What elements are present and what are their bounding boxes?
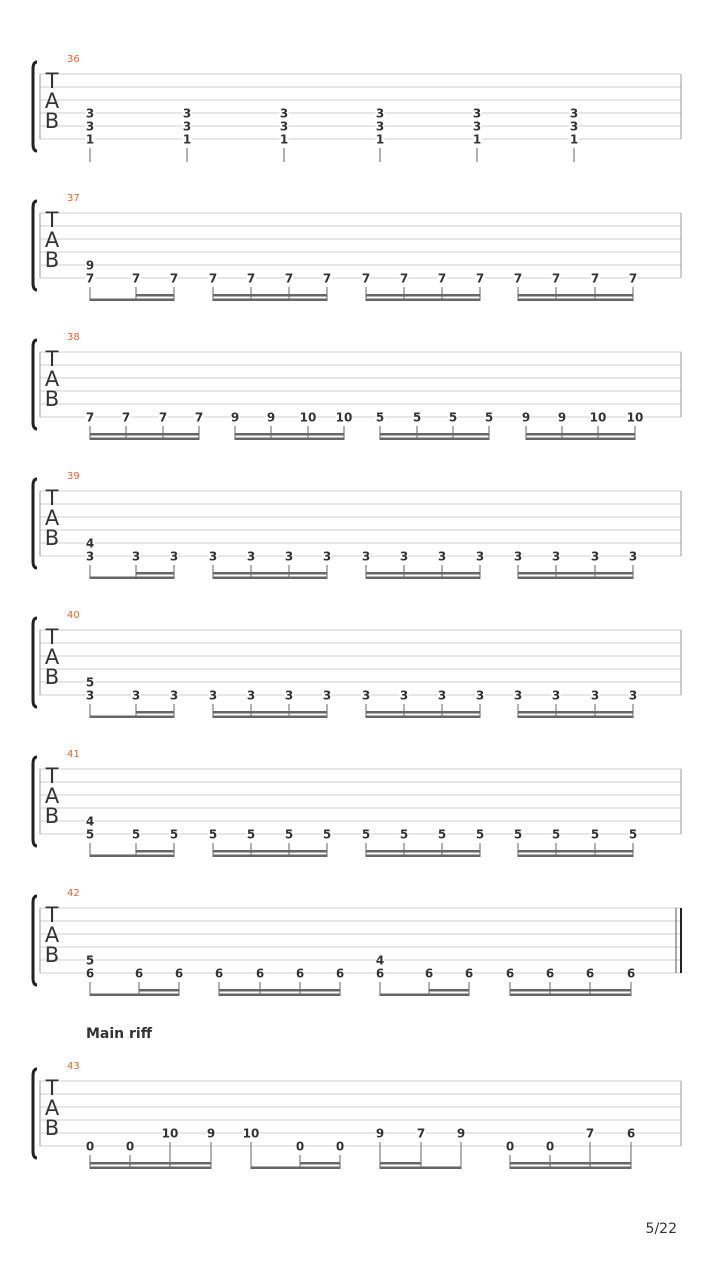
fret-number: 9 [85,258,95,273]
fret-number: 3 [569,119,579,134]
fret-number: 5 [361,827,371,842]
fret-number: 7 [284,271,294,286]
beam-secondary [219,989,340,992]
beam-secondary [90,433,199,436]
fret-number: 3 [208,549,218,564]
fret-number: 1 [569,132,579,147]
fret-number: 7 [551,271,561,286]
fret-number: 3 [475,549,485,564]
fret-number: 4 [375,953,385,968]
fret-number: 3 [399,549,409,564]
tab-clef-letter: T [45,625,59,649]
fret-number: 5 [412,410,422,425]
fret-number: 5 [85,827,95,842]
fret-number: 5 [85,953,95,968]
fret-number: 3 [551,549,561,564]
fret-number: 0 [125,1139,135,1154]
fret-number: 1 [279,132,289,147]
fret-number: 9 [557,410,567,425]
fret-number: 7 [85,271,95,286]
system-bracket [33,62,37,151]
fret-number: 3 [375,106,385,121]
fret-number: 6 [424,966,434,981]
fret-number: 9 [206,1126,216,1141]
tab-clef-letter: T [45,486,59,510]
beam-secondary [213,294,327,297]
fret-number: 3 [513,549,523,564]
tab-clef-letter: B [44,387,60,411]
system-bracket [33,201,37,290]
page-number: 5/22 [645,1221,677,1237]
fret-number: 6 [545,966,555,981]
fret-number: 3 [437,688,447,703]
beam-primary [518,577,633,580]
tab-clef-letter: B [44,248,60,272]
fret-number: 3 [182,106,192,121]
fret-number: 7 [322,271,332,286]
fret-number: 7 [590,271,600,286]
fret-number: 7 [416,1126,426,1141]
fret-number: 0 [335,1139,345,1154]
fret-number: 0 [545,1139,555,1154]
beam-secondary [366,294,480,297]
fret-number: 5 [551,827,561,842]
beam-primary [526,438,635,441]
beam-primary [90,994,179,997]
beam-primary [518,855,633,858]
beam-secondary [213,711,327,714]
beam-primary [235,438,344,441]
beam-secondary [235,433,344,436]
fret-number: 3 [246,549,256,564]
section-title-main-riff: Main riff [86,1026,153,1042]
beam-primary [251,1167,340,1170]
fret-number: 6 [255,966,265,981]
fret-number: 5 [375,410,385,425]
fret-number: 10 [242,1126,260,1141]
fret-number: 1 [472,132,482,147]
tab-clef-letter: A [44,228,60,252]
beam-primary [518,299,633,302]
fret-number: 5 [169,827,179,842]
fret-number: 3 [85,688,95,703]
fret-number: 3 [169,549,179,564]
fret-number: 7 [169,271,179,286]
tab-clef-letter: A [44,923,60,947]
fret-number: 5 [85,675,95,690]
fret-number: 0 [295,1139,305,1154]
beam-primary [90,855,174,858]
beam-primary [510,994,631,997]
beam-primary [90,716,174,719]
beam-primary [366,299,480,302]
tab-clef-letter: T [45,347,59,371]
system-bracket [33,896,37,985]
beam-secondary [518,850,633,853]
fret-number: 6 [585,966,595,981]
fret-number: 5 [284,827,294,842]
fret-number: 6 [505,966,515,981]
fret-number: 10 [335,410,353,425]
fret-number: 3 [375,119,385,134]
fret-number: 3 [399,688,409,703]
fret-number: 5 [246,827,256,842]
beam-secondary [90,1162,211,1165]
beam-secondary [136,850,174,853]
fret-number: 3 [131,688,141,703]
fret-number: 3 [208,688,218,703]
tab-clef-letter: T [45,764,59,788]
fret-number: 7 [585,1126,595,1141]
measure-number: 41 [67,749,80,760]
system-bracket [33,757,37,846]
fret-number: 7 [121,410,131,425]
fret-number: 3 [322,549,332,564]
fret-number: 7 [513,271,523,286]
measure-number: 38 [67,332,80,343]
fret-number: 3 [361,549,371,564]
tab-clef-letter: B [44,665,60,689]
fret-number: 3 [472,106,482,121]
tab-clef-letter: B [44,109,60,133]
fret-number: 3 [322,688,332,703]
measure-number: 40 [67,610,80,621]
beam-primary [90,1167,211,1170]
beam-primary [90,438,199,441]
fret-number: 3 [472,119,482,134]
fret-number: 3 [551,688,561,703]
fret-number: 5 [437,827,447,842]
fret-number: 6 [134,966,144,981]
fret-number: 5 [513,827,523,842]
measure-number: 42 [67,888,80,899]
fret-number: 7 [131,271,141,286]
beam-secondary [526,433,635,436]
tab-clef-letter: A [44,506,60,530]
fret-number: 5 [448,410,458,425]
fret-number: 5 [322,827,332,842]
fret-number: 3 [361,688,371,703]
fret-number: 3 [628,688,638,703]
beam-secondary [136,294,174,297]
beam-secondary [136,572,174,575]
fret-number: 7 [437,271,447,286]
beam-primary [213,855,327,858]
fret-number: 0 [505,1139,515,1154]
beam-secondary [300,1162,340,1165]
fret-number: 9 [266,410,276,425]
fret-number: 3 [590,688,600,703]
fret-number: 7 [246,271,256,286]
fret-number: 4 [85,536,95,551]
tab-clef-letter: B [44,526,60,550]
fret-number: 7 [628,271,638,286]
fret-number: 3 [169,688,179,703]
fret-number: 10 [161,1126,179,1141]
tab-clef-letter: B [44,804,60,828]
fret-number: 3 [284,688,294,703]
tab-clef-letter: T [45,208,59,232]
fret-number: 3 [85,549,95,564]
fret-number: 6 [464,966,474,981]
fret-number: 6 [626,1126,636,1141]
measure-number: 36 [67,54,80,65]
tab-clef-letter: B [44,1116,60,1140]
beam-secondary [139,989,179,992]
beam-secondary [429,989,469,992]
fret-number: 3 [279,106,289,121]
beam-secondary [380,433,489,436]
fret-number: 7 [399,271,409,286]
fret-number: 3 [569,106,579,121]
fret-number: 10 [626,410,644,425]
fret-number: 9 [375,1126,385,1141]
system-bracket [33,1069,37,1158]
fret-number: 3 [590,549,600,564]
fret-number: 1 [182,132,192,147]
fret-number: 6 [214,966,224,981]
beam-secondary [136,711,174,714]
fret-number: 6 [335,966,345,981]
beam-primary [510,1167,631,1170]
beam-primary [213,577,327,580]
beam-primary [90,577,174,580]
beam-primary [366,577,480,580]
fret-number: 1 [375,132,385,147]
system-bracket [33,479,37,568]
fret-number: 3 [628,549,638,564]
fret-number: 7 [208,271,218,286]
tab-clef-letter: A [44,645,60,669]
beam-primary [518,716,633,719]
beam-primary [219,994,340,997]
beam-primary [380,438,489,441]
fret-number: 1 [85,132,95,147]
fret-number: 6 [375,966,385,981]
fret-number: 3 [284,549,294,564]
beam-secondary [380,1162,421,1165]
beam-secondary [366,711,480,714]
measure-number: 39 [67,471,80,482]
fret-number: 3 [475,688,485,703]
fret-number: 7 [194,410,204,425]
beam-secondary [518,294,633,297]
system-bracket [33,340,37,429]
fret-number: 5 [399,827,409,842]
fret-number: 5 [628,827,638,842]
beam-secondary [366,850,480,853]
fret-number: 5 [475,827,485,842]
beam-secondary [518,572,633,575]
fret-number: 7 [158,410,168,425]
tab-clef-letter: A [44,89,60,113]
tab-clef-letter: T [45,903,59,927]
tab-clef-letter: B [44,943,60,967]
beam-secondary [510,1162,631,1165]
beam-secondary [213,572,327,575]
fret-number: 7 [361,271,371,286]
beam-primary [380,994,469,997]
fret-number: 9 [456,1126,466,1141]
fret-number: 9 [230,410,240,425]
measure-number: 37 [67,193,80,204]
fret-number: 4 [85,814,95,829]
tab-clef-letter: T [45,69,59,93]
fret-number: 5 [484,410,494,425]
fret-number: 3 [131,549,141,564]
tab-clef-letter: T [45,1076,59,1100]
beam-primary [213,299,327,302]
fret-number: 3 [279,119,289,134]
fret-number: 3 [85,106,95,121]
fret-number: 3 [513,688,523,703]
system-bracket [33,618,37,707]
fret-number: 6 [626,966,636,981]
tab-clef-letter: A [44,367,60,391]
fret-number: 5 [208,827,218,842]
beam-primary [366,855,480,858]
beam-secondary [518,711,633,714]
fret-number: 6 [295,966,305,981]
measure-number: 43 [67,1061,80,1072]
beam-primary [90,299,174,302]
beam-primary [213,716,327,719]
beam-primary [366,716,480,719]
fret-number: 10 [299,410,317,425]
fret-number: 7 [85,410,95,425]
tab-clef-letter: A [44,784,60,808]
fret-number: 3 [85,119,95,134]
tab-clef-letter: A [44,1096,60,1120]
fret-number: 7 [475,271,485,286]
fret-number: 3 [437,549,447,564]
fret-number: 9 [521,410,531,425]
fret-number: 6 [174,966,184,981]
beam-secondary [510,989,631,992]
fret-number: 3 [182,119,192,134]
fret-number: 5 [131,827,141,842]
beam-secondary [213,850,327,853]
beam-primary [380,1167,461,1170]
fret-number: 0 [85,1139,95,1154]
beam-secondary [366,572,480,575]
fret-number: 5 [590,827,600,842]
fret-number: 10 [589,410,607,425]
fret-number: 6 [85,966,95,981]
fret-number: 3 [246,688,256,703]
